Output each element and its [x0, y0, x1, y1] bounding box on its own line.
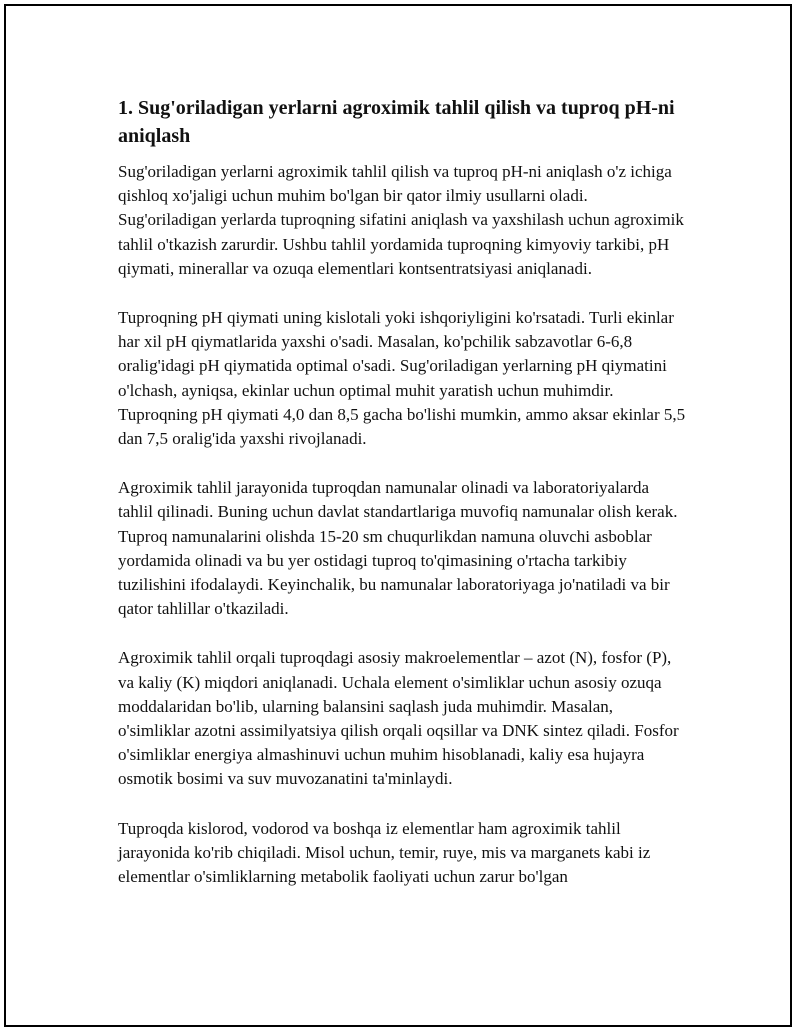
paragraph-ph-value: Tuproqning pH qiymati uning kislotali yoki ishqoriyligini ko'rsatadi. Turli ekinlar har xil pH qiymatlarida yaxshi o'sadi. Masalan, ko'pchilik sabzavotlar 6-6,8 oralig'idagi pH qiymatida optimal o'sadi. Sug'oriladigan yerlarning pH qiymatini o'lchash, ayniqsa, ekinlar uchun optimal muhit yaratish uchun muhimdir. Tuproqning pH qiymati 4,0 dan 8,5 gacha bo'lishi mumkin, ammo aksar ekinlar 5,5 dan 7,5 oralig'ida yaxshi rivojlanadi.	[118, 308, 686, 449]
paragraph-sampling: Agroximik tahlil jarayonida tuproqdan namunalar olinadi va laboratoriyalarda tahlil qilinadi. Buning uchun davlat standartlariga muvofiq namunalar olish kerak. Tuproq namunalarini olishda 15-20 sm chuqurlikdan namuna oluvchi asboblar yordamida olinadi va bu yer ostidagi tuproq to'qimasining o'rtacha tarkibiy tuzilishini ifodalaydi. Keyinchalik, bu namunalar laboratoriyaga jo'natiladi va bir qator tahlillar o'tkaziladi.	[118, 478, 678, 619]
paragraph-trace-elements: Tuproqda kislorod, vodorod va boshqa iz elementlar ham agroximik tahlil jarayonida ko'rib chiqiladi. Misol uchun, temir, ruye, mis va marganets kabi iz elementlar o'simliklarning metabolik faoliyati uchun zarur bo'lgan	[118, 818, 651, 887]
document-body	[118, 94, 688, 914]
paragraph-intro: Sug'oriladigan yerlarni agroximik tahlil qilish va tuproq pH-ni aniqlash o'z ichiga qishloq xo'jaligi uchun muhim bo'lgan bir qator ilmiy usullarni oladi. Sug'oriladigan yerlarda tuproqning sifatini aniqlash va yaxshilash uchun agroximik tahlil o'tkazish zarurdir. Ushbu tahlil yordamida tuproqning kimyoviy tarkibi, pH qiymati, minerallar va ozuqa elementlari kontsentratsiyasi aniqlanadi.	[118, 162, 684, 278]
paragraph-macroelements: Agroximik tahlil orqali tuproqdagi asosiy makroelementlar – azot (N), fosfor (P), va kaliy (K) miqdori aniqlanadi. Uchala element o'simliklar uchun asosiy ozuqa moddalaridan bo'lib, ularning balansini saqlash juda muhimdir. Masalan, o'simliklar azotni assimilyatsiya qilish orqali oqsillar va DNK sintez qiladi. Fosfor o'simliklar energiya almashinuvi uchun muhim hisoblanadi, kaliy esa hujayra osmotik bosimi va suv muvozanatini ta'minlaydi.	[118, 648, 679, 789]
section-heading: 1. Sug'oriladigan yerlarni agroximik tahlil qilish va tuproq pH-ni aniqlash	[118, 97, 675, 147]
